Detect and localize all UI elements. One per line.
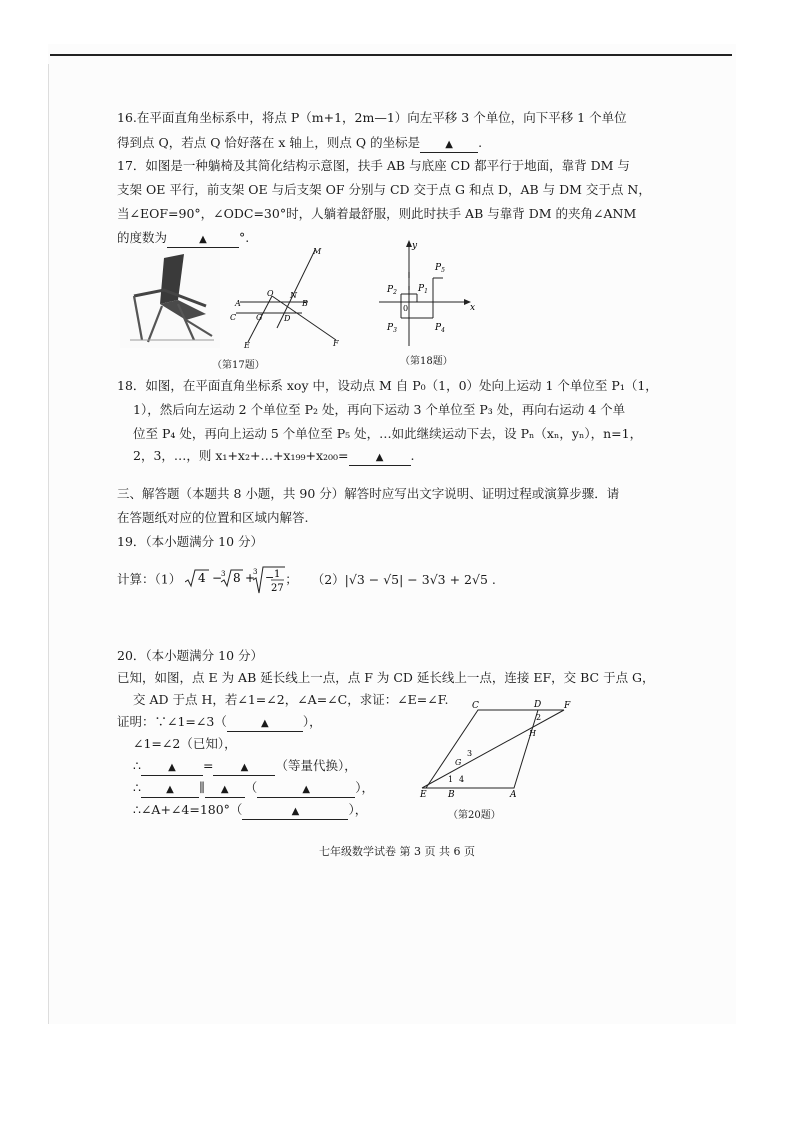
p4-letter: P: [435, 323, 442, 333]
answer-marker: ▲: [199, 234, 207, 245]
proof5-text: ∴∠A+∠4=180°（: [133, 802, 243, 817]
q20-line1: 已知，如图，点 E 为 AB 延长线上一点，点 F 为 CD 延长线上一点，连接 EF，交 BC 于点 G，: [117, 670, 655, 685]
proof4-blank-right[interactable]: [205, 781, 245, 798]
label-C: C: [472, 701, 479, 711]
label-P5: [434, 263, 445, 274]
label-F: F: [333, 339, 339, 348]
label-P1: [417, 284, 428, 295]
label-A: A: [510, 790, 517, 798]
q19-radical-expression: [185, 566, 285, 594]
proof-step5: [133, 802, 367, 820]
proof5-reason-blank[interactable]: [242, 803, 348, 820]
proof4-blank-left[interactable]: [141, 781, 199, 798]
axis-y-label: y: [412, 241, 418, 251]
label-A: A: [235, 299, 241, 308]
q17-line3: 当∠EOF=90°，∠ODC=30°时，人躺着最舒服，则此时扶手 AB 与靠背 DM 的夹角∠ANM: [117, 206, 637, 221]
proof1-text: 证明：∵∠1=∠3（: [117, 714, 227, 729]
angle-3-label: 3: [467, 749, 473, 758]
q16-line2: [117, 135, 482, 153]
q18-text: 2，3，…，则 x₁+x₂+…+x₁₉₉+x₂₀₀=: [133, 448, 349, 463]
answer-marker: ▲: [168, 762, 176, 773]
q18-answer-blank[interactable]: [349, 449, 411, 466]
section3-line1: 三、解答题（本题共 8 小题，共 90 分）解答时应写出文字说明、证明过程或演算步骤．请: [117, 486, 620, 501]
q18-line1: 18．如图，在平面直角坐标系 xoy 中，设动点 M 自 P₀（1，0）处向上运动 1 个单位至 P₁（1，: [117, 378, 658, 393]
q19-title: 19．（本小题满分 10 分）: [117, 534, 264, 549]
svg-text:8: 8: [233, 571, 241, 585]
q19-expression: [117, 566, 496, 594]
proof3-mid: =: [202, 758, 214, 773]
answer-marker: ▲: [302, 784, 311, 795]
proof-step2: ∠1=∠2（已知），: [133, 736, 237, 751]
answer-marker: ▲: [166, 784, 174, 795]
q16-answer-blank[interactable]: [420, 136, 478, 153]
label-D: D: [284, 314, 291, 323]
label-P4: [434, 323, 445, 334]
proof1-reason-blank[interactable]: [227, 715, 303, 732]
label-F: F: [564, 701, 571, 711]
q18-line3: 位至 P₄ 处，再向上运动 5 个单位至 P₅ 处，…如此继续运动下去，设 Pₙ（xₙ，yₙ），n=1，: [133, 426, 643, 441]
parallelogram-diagram: [418, 698, 580, 798]
q19-part2: （2）|√3 − √5| − 3√3 + 2√5 .: [311, 571, 496, 587]
label-C: C: [230, 313, 237, 322]
frac-denominator: 27: [271, 583, 284, 594]
label-H: H: [529, 729, 536, 738]
page-edge: [48, 64, 49, 1024]
page-footer: 七年级数学试卷 第 3 页 共 6 页: [319, 845, 475, 858]
origin-label: 0: [403, 304, 409, 313]
svg-text:+: +: [245, 571, 256, 585]
axis-x-label: x: [470, 303, 476, 313]
p1-sub: 1: [424, 288, 428, 295]
frac-numerator: 1: [274, 569, 281, 580]
label-P3: [386, 323, 397, 334]
proof4-end: ），: [355, 780, 375, 795]
p3-letter: P: [387, 323, 394, 333]
chair-structure-diagram: [222, 240, 342, 350]
q20-line2: 交 AD 于点 H，若∠1=∠2，∠A=∠C，求证：∠E=∠F.: [133, 692, 449, 707]
answer-marker: ▲: [291, 806, 300, 817]
fig18-caption: （第18题）: [400, 356, 453, 367]
label-O: O: [267, 289, 274, 298]
answer-marker: ▲: [220, 784, 229, 795]
answer-marker: ▲: [375, 452, 384, 463]
proof3-blank-left[interactable]: [141, 759, 203, 776]
label-P2: [386, 285, 397, 296]
q17-line2: 支架 OE 平行，前支架 OE 与后支架 OF 分别与 CD 交于点 G 和点 D，AB 与 DM 交于点 N，: [117, 182, 651, 197]
proof-step1: [117, 714, 322, 732]
angle-1-label: 1: [448, 775, 454, 784]
q16-text: 得到点 Q，若点 Q 恰好落在 x 轴上，则点 Q 的坐标是: [117, 135, 421, 150]
p2-letter: P: [387, 285, 394, 295]
svg-text:4: 4: [198, 571, 206, 585]
q17-text: 的度数为: [117, 230, 168, 245]
label-E: E: [420, 790, 427, 798]
label-E: E: [244, 341, 250, 350]
q16-end: .: [478, 135, 483, 150]
q19-part1-end: ；: [285, 571, 298, 587]
q18-line2: 1），然后向左运动 2 个单位至 P₂ 处，再向下运动 3 个单位至 P₃ 处，再向右运动 4 个单: [133, 402, 626, 417]
fig20-caption: （第20题）: [448, 810, 501, 821]
proof3-pre: ∴: [133, 758, 141, 773]
proof-step3: [133, 758, 357, 776]
answer-marker: ▲: [240, 762, 249, 773]
proof-step4: [133, 780, 374, 798]
label-M: M: [313, 247, 322, 256]
coordinate-spiral-diagram: [375, 238, 485, 348]
label-B: B: [302, 299, 308, 308]
proof4-pre: ∴: [133, 780, 141, 795]
proof4-mid: ∥: [198, 780, 205, 795]
svg-text:3: 3: [253, 568, 258, 576]
chair-photo: [120, 248, 220, 348]
label-G: G: [256, 313, 263, 322]
label-B: B: [448, 790, 455, 798]
proof1-end: ），: [302, 714, 322, 729]
label-D: D: [534, 700, 542, 710]
section3-line2: 在答题纸对应的位置和区域内解答.: [117, 510, 309, 525]
q17-end: °.: [239, 230, 250, 245]
fig17-caption: （第17题）: [212, 360, 265, 371]
p5-sub: 5: [441, 267, 445, 274]
proof3-end: （等量代换），: [275, 758, 357, 773]
q17-line1: 17．如图是一种躺椅及其简化结构示意图，扶手 AB 与底座 CD 都平行于地面，靠背 DM 与: [117, 158, 630, 173]
p2-sub: 2: [393, 289, 397, 296]
q18-line4: [133, 448, 415, 466]
q19-prefix: 计算：（1）: [117, 571, 182, 587]
angle-4-label: 4: [459, 775, 465, 784]
label-G: G: [455, 758, 462, 767]
answer-marker: ▲: [260, 718, 269, 729]
p4-sub: 4: [441, 327, 445, 334]
p3-sub: 3: [393, 327, 397, 334]
label-N: N: [290, 291, 297, 300]
q20-title: 20．（本小题满分 10 分）: [117, 648, 264, 663]
proof4-open: （: [244, 780, 258, 795]
p5-letter: P: [435, 263, 442, 273]
q16-line1: 16.在平面直角坐标系中，将点 P（m+1，2m—1）向左平移 3 个单位，向下平移 1 个单位: [117, 110, 627, 125]
p1-letter: P: [418, 284, 425, 294]
top-rule: [50, 54, 732, 56]
svg-text:−: −: [265, 571, 275, 584]
proof5-end: ），: [348, 802, 368, 817]
answer-marker: ▲: [445, 139, 453, 150]
q18-end: .: [410, 448, 415, 463]
proof3-blank-right[interactable]: [213, 759, 275, 776]
svg-text:3: 3: [221, 570, 226, 578]
angle-2-label: 2: [536, 713, 542, 722]
proof4-reason-blank[interactable]: [257, 781, 355, 798]
svg-text:−: −: [212, 571, 223, 585]
